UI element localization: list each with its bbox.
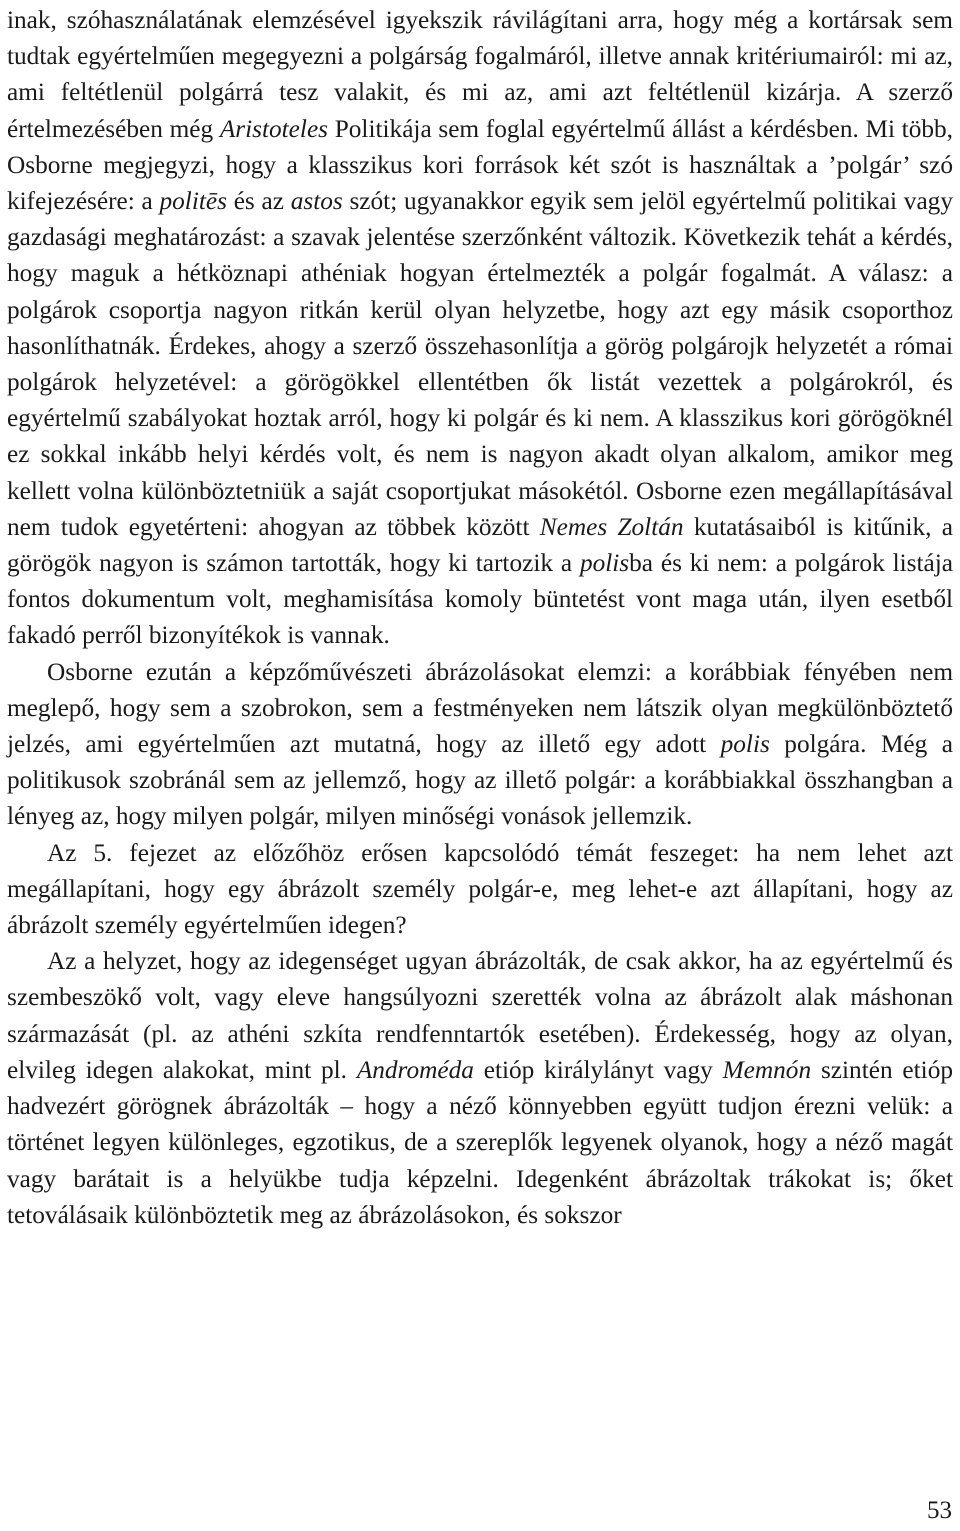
- text-run: Osborne ezután a képzőművészeti ábrázolásokat elemzi: a korábbiak fényében nem meglepő, hogy sem a szobrokon, sem a festményeken nem látszik olyan megkülönböztető jelzés, ami egyértelműen azt mutatná, hogy az illető egy adott: [7, 657, 953, 759]
- text-run: és az: [226, 187, 291, 216]
- italic-text: Aristoteles: [219, 114, 329, 143]
- italic-text: Androméda: [356, 1055, 474, 1084]
- page-number: 53: [927, 1497, 952, 1524]
- paragraph: [7, 943, 953, 1233]
- italic-text: polis: [720, 730, 770, 759]
- italic-text: polis: [579, 549, 630, 578]
- text-run: szót; ugyanakkor egyik sem jelöl egyértelmű politikai vagy gazdasági meghatározást: a szavak jelentése szerzőnként változik. Következik tehát a kérdés, hogy maguk a hétköznapi athéniak hogyan értelmezték a polgár fogalmát. A válasz: a polgárok csoportja nagyon ritkán kerül olyan helyzetbe, hogy azt egy másik csoporthoz hasonlíthatnák. Érdekes, ahogy a szerző összehasonlítja a görög polgárojk helyzetét a római polgárok helyzetével: a görögökkel ellentétben ők listát vezettek a polgárokról, és egyértelmű szabályokat hoztak arról, hogy ki polgár és ki nem. A klasszikus kori görögöknél ez sokkal inkább helyi kérdés volt, és nem is nagyon akadt olyan alkalom, amikor meg kellett volna különböztetniük a saját csoportjukat másokétól. Osborne ezen megállapításával nem tudok egyetérteni: ahogyan az többek között: [7, 187, 953, 541]
- italic-text: Nemes Zoltán: [539, 512, 684, 541]
- text-run: Az 5. fejezet az előzőhöz erősen kapcsolódó témát feszeget: ha nem lehet azt megállapítani, hogy egy ábrázolt személy polgár-e, meg lehet-e azt állapítani, hogy az ábrázolt személy egyértelműen idegen?: [7, 838, 953, 940]
- text-run: Politikája sem foglal egyértelmű állást a kérdésben. Mi több, Osborne megjegyzi, hogy a klasszikus kori források két szót is használtak a ’polgár’ szó kifejezésére: a: [7, 114, 953, 216]
- page-body: [7, 2, 953, 1233]
- paragraph: [7, 835, 953, 944]
- italic-text: astos: [290, 187, 343, 216]
- paragraph: [7, 2, 953, 654]
- text-run: kutatásaiból is kitűnik, a görögök nagyon is számon tartották, hogy ki tartozik a: [7, 512, 953, 578]
- text-run: inak, szóhasználatának elemzésével igyekszik rávilágítani arra, hogy még a kortársak sem tudtak egyértelműen megegyezni a polgárság fogalmáról, illetve annak kritériumairól: mi az, ami feltétlenül polgárrá tesz valakit, és mi az, ami azt feltétlenül kizárja. A szerző értelmezésében még: [7, 6, 953, 143]
- text-run: ba és ki nem: a polgárok listája fontos dokumentum volt, meghamisítása komoly büntetést vont maga után, ilyen esetből fakadó perről bizonyítékok is vannak.: [7, 549, 953, 650]
- text-run: etióp királylányt vagy: [473, 1055, 723, 1084]
- text-run: szintén etióp hadvezért görögnek ábrázolták – hogy a néző könnyebben együtt tudjon érezni velük: a történet legyen különleges, egzotikus, de a szereplők legyenek olyanok, hogy a néző magát vagy barátait is a helyükbe tudja képzelni. Idegenként ábrázoltak trákokat is; őket tetoválásaik különböztetik meg az ábrázolásokon, és sokszor: [7, 1055, 954, 1229]
- italic-text: politēs: [159, 187, 227, 216]
- italic-text: Memnón: [722, 1055, 812, 1084]
- text-run: Az a helyzet, hogy az idegenséget ugyan ábrázolták, de csak akkor, ha az egyértelmű és szembeszökő volt, vagy eleve hangsúlyozni szerették volna az ábrázolt alak máshonan származását (pl. az athéni szkíta rendfenntartók esetében). Érdekesség, hogy az olyan, elvileg idegen alakokat, mint pl.: [7, 947, 953, 1084]
- paragraph: [7, 654, 953, 835]
- text-run: polgára. Még a politikusok szobránál sem az jellemző, hogy az illető polgár: a korábbiakkal összhangban a lényeg az, hogy milyen polgár, milyen minőségi vonások jellemzik.: [7, 730, 954, 831]
